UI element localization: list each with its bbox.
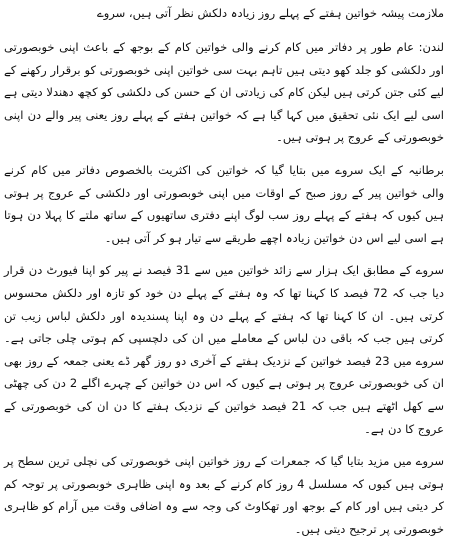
article-paragraph: سروے میں مزید بتایا گیا کہ جمعرات کے روز خواتین اپنی خوبصورتی کی نچلی ترین سطح پر ہوتی ہیں کیوں کہ مسلسل 4 روز کام کرنے کے بعد وہ اپنی ظاہری خوبصورتی پر توجہ کم کر دیتی ہیں اور کام کے بوجھ اور تھکاوٹ کی وجہ سے وہ اضافی وقت میں آرام کو ظاہری خوبصورتی پر ترجیح دیتی ہیں۔ (4, 454, 444, 536)
article-paragraph: سروے کے مطابق ایک ہزار سے زائد خواتین میں سے 31 فیصد نے پیر کو اپنا فیورٹ دن قرار دیا جب کہ 72 فیصد کا کہنا تھا کہ وہ ہفتے کے پہلے دن خود کو تازہ اور دلکش محسوس کرتی ہیں۔ ان کا کہنا تھا کہ ہفتے کے پہلے دن وہ اپنا پسندیدہ اور دلکش لباس زیب تن کرتی ہیں جب کہ باقی دن لباس کے معاملے میں ان کی دلچسپی کم ہوتی چلی جاتی ہے۔ سروے میں 23 فیصد خواتین کے نزدیک ہفتے کے آخری دو روز گھر ڈے یعنی جمعہ کے روز بھی ان کی خوبصورتی عروج پر ہوتی ہے کیوں کہ اس دن خواتین کے چہرے اگلے 2 دن کی چھٹی سے کھل اٹھتے ہیں جب کہ 21 فیصد خواتین کے نزدیک ہفتے کا دن ان کی خوبصورتی کے عروج کا دن ہے۔ (4, 263, 445, 436)
article (4, 2, 444, 540)
article-paragraph: لندن: عام طور پر دفاتر میں کام کرنے والی خواتین کام کے بوجھ کے باعث اپنی خوبصورتی اور دلکشی کو جلد کھو دیتی ہیں تاہم بہت سی خواتین اپنی خوبصورتی کو برقرار رکھنے کے لیے کئی جتن کرتی ہیں لیکن کام کی زیادتی ان کے حسن کی دلکشی کو کچھ دھندلا دیتی ہے اسی لیے ایک نئی تحقیق میں کہا گیا ہے کہ خواتین ہفتے کے پہلے روز یعنی پیر والے دن اپنی خوبصورتی کے عروج پر ہوتی ہیں۔ (4, 40, 444, 145)
article-headline: ملازمت پیشہ خواتین ہفتے کے پہلے روز زیادہ دلکش نظر آتی ہیں، سروے (96, 6, 444, 20)
article-paragraph: برطانیہ کے ایک سروے میں بتایا گیا کہ خواتین کی اکثریت بالخصوص دفاتر میں کام کرنے والی خواتین پیر کے روز صبح کے اوقات میں اپنی خوبصورتی اور دلکشی کے عروج پر ہوتی ہیں کیوں کہ ہفتے کے پہلے روز سب لوگ اپنے دفتری ساتھیوں کے ساتھ ملتے کا پہلا دن ہوتا ہے اسی لیے اس دن خواتین زیادہ اچھے طریقے سے تیار ہو کر آتی ہیں۔ (4, 162, 444, 245)
